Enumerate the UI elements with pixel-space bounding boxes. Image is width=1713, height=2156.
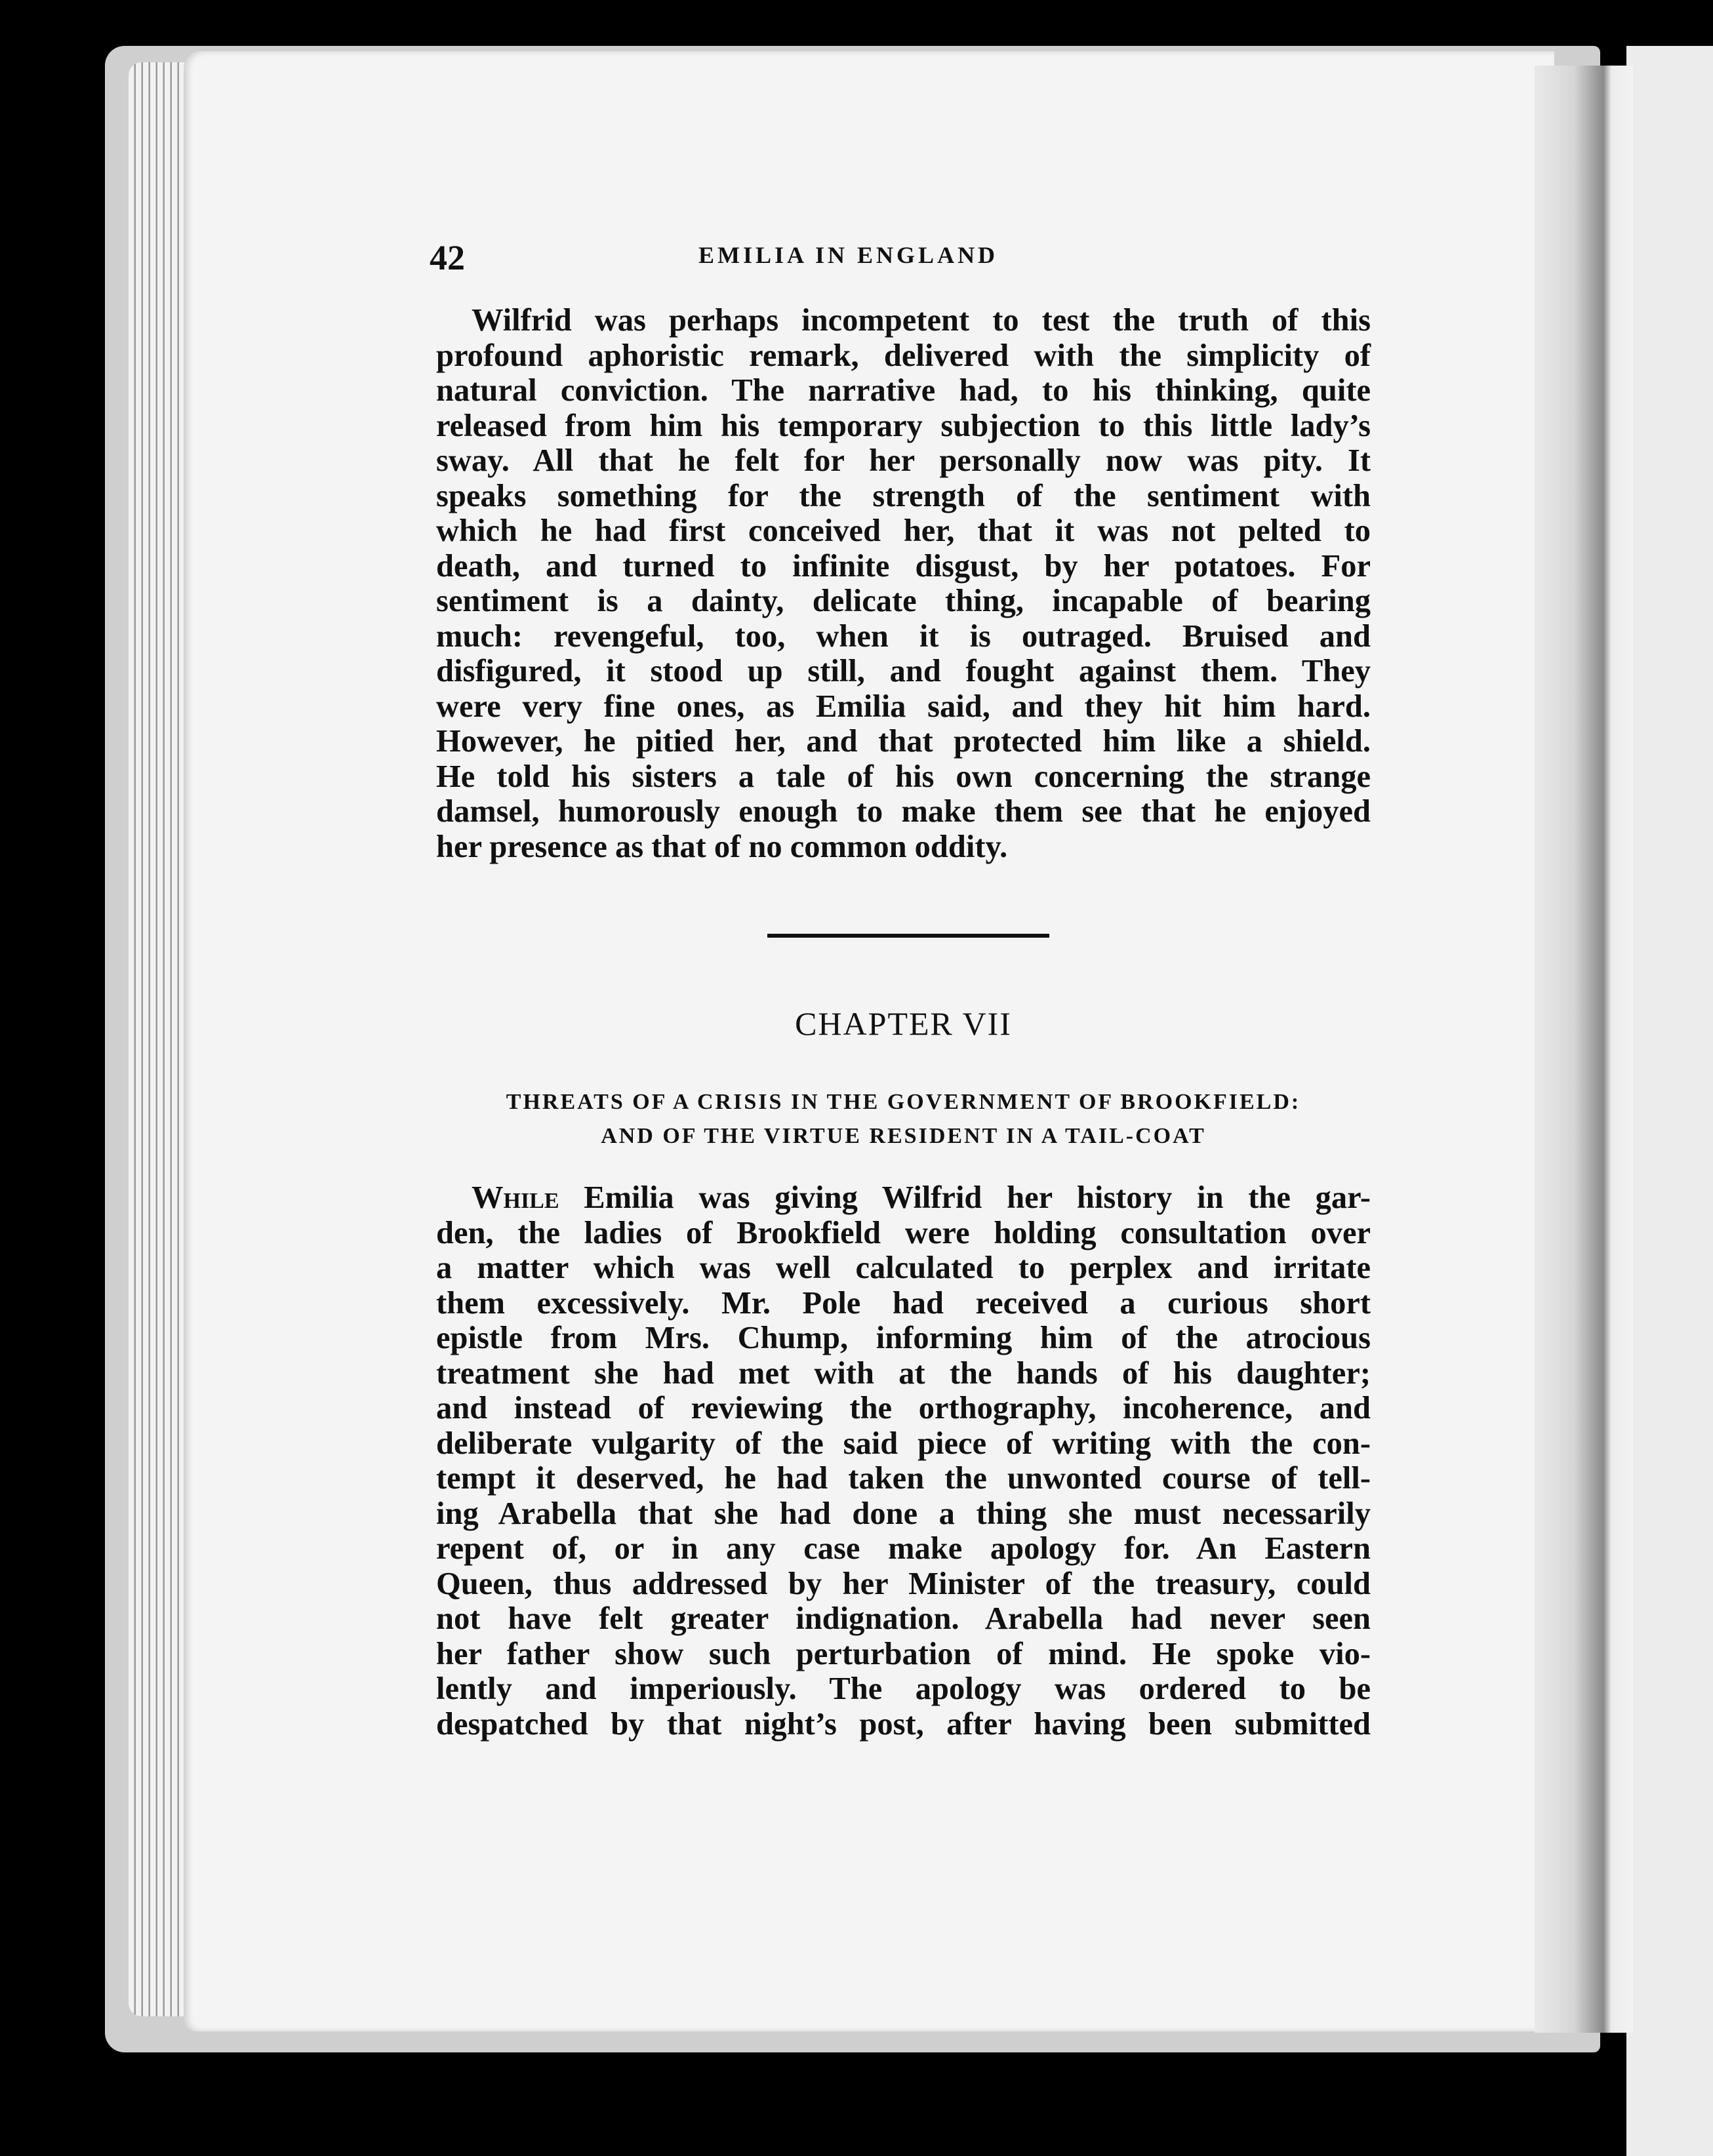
running-title: EMILIA IN ENGLAND: [698, 242, 999, 268]
text-line: [436, 1180, 1371, 1216]
text-line: tempt it deserved, he had taken the unwonted course of tell-: [436, 1461, 1371, 1496]
text-line: sway. All that he felt for her personally now was pity. It: [436, 443, 1371, 478]
text-line: Wilfrid was perhaps incompetent to test the truth of this: [472, 303, 1371, 338]
chapter-subtitle-line: THREATS OF A CRISIS IN THE GOVERNMENT OF BROOKFIELD:: [506, 1090, 1301, 1114]
text-line: treatment she had met with at the hands of his daughter;: [436, 1355, 1371, 1391]
text-line: sentiment is a dainty, delicate thing, incapable of bearing: [436, 584, 1371, 618]
text-line: released from him his temporary subjection to this little lady’s: [436, 408, 1371, 443]
text-line: despatched by that night’s post, after having been submitted: [436, 1706, 1371, 1742]
page-stack-left: [129, 62, 188, 2016]
text-line: and instead of reviewing the orthography, incoherence, and: [436, 1391, 1371, 1426]
text-line: which he had first conceived her, that it was not pelted to: [436, 513, 1371, 548]
section-divider: [767, 934, 1049, 938]
text-line: epistle from Mrs. Chump, informing him of the atrocious: [436, 1321, 1371, 1355]
chapter-subtitle: [436, 1085, 1371, 1153]
text-line: them excessively. Mr. Pole had received a curious short: [436, 1285, 1371, 1321]
paragraph-1: [436, 303, 1371, 864]
text-line: her presence as that of no common oddity.: [436, 829, 1008, 864]
page-number: 42: [430, 238, 465, 277]
text-line: damsel, humorously enough to make them see that he enjoyed: [436, 794, 1371, 829]
text-line: speaks something for the strength of the sentiment with: [436, 478, 1371, 513]
text-line: Queen, thus addressed by her Minister of the treasury, could: [436, 1566, 1371, 1601]
running-head: [430, 237, 1380, 283]
first-line-text: Emilia was giving Wilfrid her history in the gar-: [559, 1180, 1371, 1215]
text-line: natural conviction. The narrative had, to his thinking, quite: [436, 373, 1371, 408]
text-line: ing Arabella that she had done a thing she must necessarily: [436, 1496, 1371, 1531]
text-line: disfigured, it stood up still, and fought against them. They: [436, 654, 1371, 689]
text-line: lently and imperiously. The apology was ordered to be: [436, 1671, 1371, 1706]
text-line: a matter which was well calculated to perplex and irritate: [436, 1250, 1371, 1285]
text-line: deliberate vulgarity of the said piece of writing with the con-: [436, 1426, 1371, 1461]
paragraph-2: [436, 1180, 1371, 1742]
text-line: much: revengeful, too, when it is outraged. Bruised and: [436, 618, 1371, 654]
drop-word: While: [472, 1180, 559, 1215]
text-line: were very fine ones, as Emilia said, and they hit him hard.: [436, 689, 1371, 724]
text-line: He told his sisters a tale of his own concerning the strange: [436, 759, 1371, 794]
text-line: her father show such perturbation of mind. He spoke vio-: [436, 1636, 1371, 1671]
chapter-heading: CHAPTER VII: [795, 1005, 1012, 1042]
facing-page-edge: [1626, 46, 1713, 2156]
text-line: death, and turned to infinite disgust, by her potatoes. For: [436, 548, 1371, 584]
text-line: den, the ladies of Brookfield were holding consultation over: [436, 1215, 1371, 1250]
text-line: profound aphoristic remark, delivered with the simplicity of: [436, 338, 1371, 373]
gutter-fold: [1535, 66, 1633, 2033]
text-line: repent of, or in any case make apology for. An Eastern: [436, 1531, 1371, 1566]
text-line: However, he pitied her, and that protected him like a shield.: [436, 724, 1371, 759]
chapter-subtitle-line: AND OF THE VIRTUE RESIDENT IN A TAIL-COAT: [601, 1124, 1206, 1148]
text-line: not have felt greater indignation. Arabella had never seen: [436, 1601, 1371, 1636]
